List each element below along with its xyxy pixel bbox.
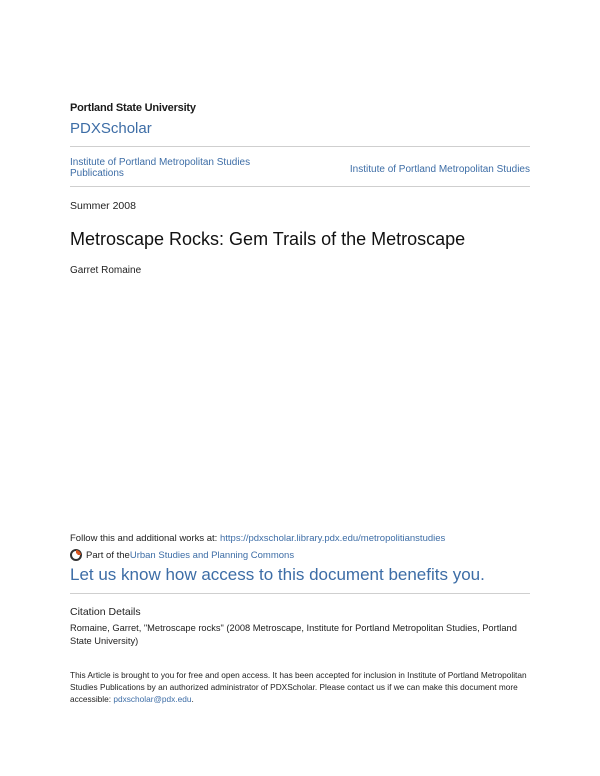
commons-link[interactable]: Urban Studies and Planning Commons — [129, 549, 295, 561]
university-name: Portland State University — [70, 102, 196, 114]
collection-institute-link[interactable]: Institute of Portland Metropolitan Studies — [349, 164, 530, 175]
part-of-line — [70, 549, 294, 561]
citation-text: Romaine, Garret, "Metroscape rocks" (2008 Metroscape, Institute for Portland Metropolitan Studies, Portland State University) — [70, 623, 517, 646]
part-of-prefix: Part of the — [86, 549, 130, 561]
contact-email-link[interactable]: pdxscholar@pdx.edu — [113, 694, 192, 704]
citation-heading: Citation Details — [70, 606, 141, 618]
collection-publications-link[interactable]: Institute of Portland Metropolitan Studies Publications — [70, 157, 251, 179]
access-note-end: . — [191, 694, 194, 704]
access-note — [70, 669, 530, 705]
follow-prefix: Follow this and additional works at: — [70, 533, 220, 544]
commons-network-icon — [70, 549, 82, 561]
divider — [70, 146, 530, 147]
repository-link[interactable]: PDXScholar — [70, 120, 152, 137]
follow-link[interactable]: https://pdxscholar.library.pdx.edu/metropolitianstudies — [219, 533, 446, 544]
divider — [70, 593, 530, 594]
document-title: Metroscape Rocks: Gem Trails of the Metroscape — [70, 229, 466, 249]
benefits-link[interactable]: Let us know how access to this document benefits you. — [70, 565, 485, 584]
divider — [70, 186, 530, 187]
access-note-text: This Article is brought to you for free and open access. It has been accepted for inclusion in Institute of Portland Metropolitan Studies Publications by an authorized administrator of PDXScholar. Please contact us if we can make this document more accessible: — [70, 670, 527, 704]
publication-date: Summer 2008 — [70, 200, 136, 212]
author-name: Garret Romaine — [70, 265, 142, 276]
follow-line — [70, 533, 445, 544]
